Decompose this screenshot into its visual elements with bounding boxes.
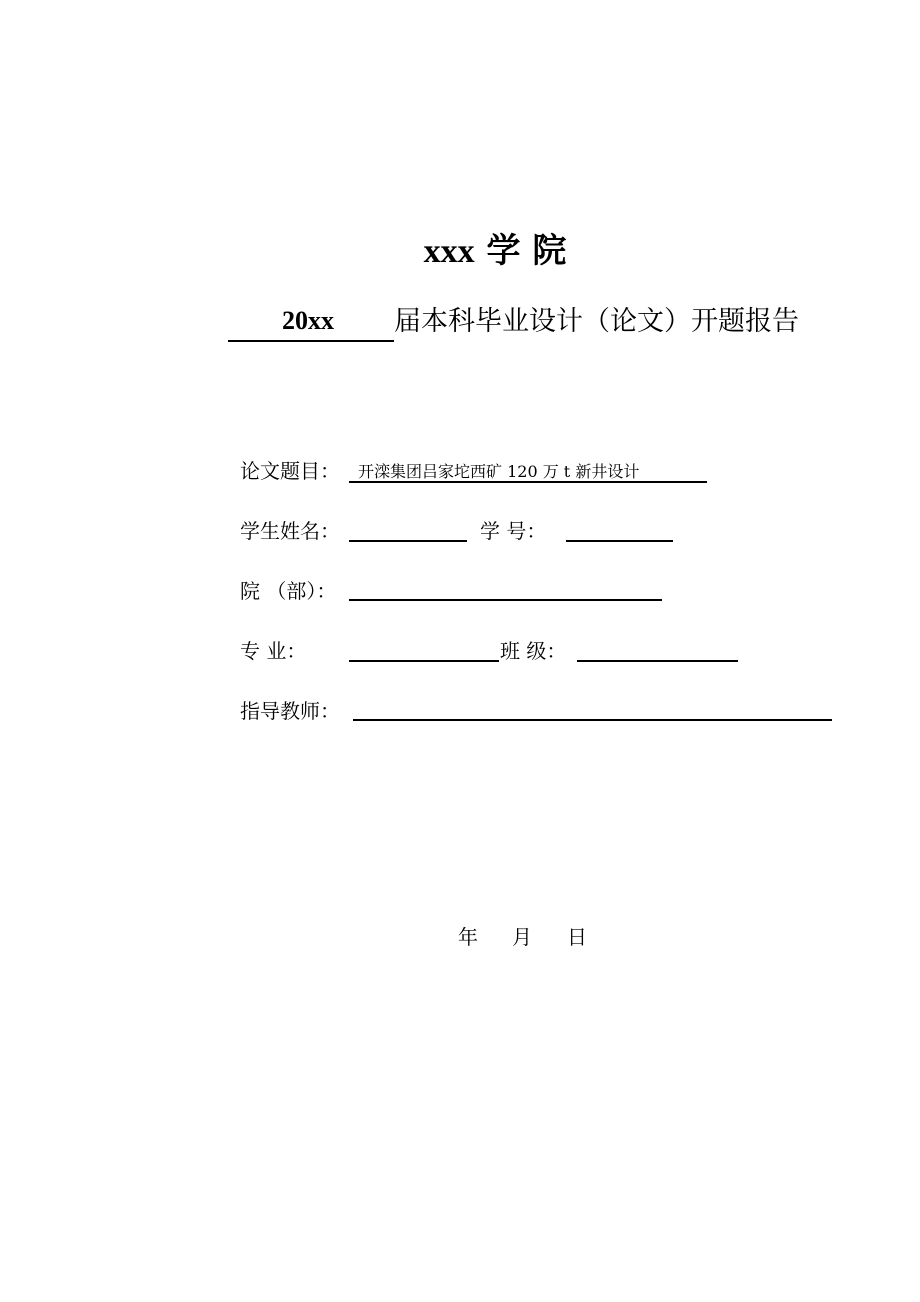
year-field[interactable]: 20xx (228, 302, 394, 342)
topic-value[interactable]: 开滦集团吕家坨西矿 120 万 t 新井设计 (358, 462, 640, 481)
major-field[interactable] (349, 660, 499, 662)
institution-name-cjk: 学 院 (486, 231, 567, 271)
advisor-label: 指导教师： (240, 699, 340, 723)
report-title (228, 302, 799, 342)
topic-label: 论文题目： (240, 459, 340, 483)
student-name-field[interactable] (349, 540, 467, 542)
department-field[interactable] (349, 599, 662, 601)
class-field[interactable] (577, 660, 738, 662)
department-label: 院 （部）： (240, 579, 337, 603)
class-label: 班 级： (500, 639, 567, 663)
advisor-field[interactable] (353, 719, 832, 721)
topic-underline (349, 481, 707, 483)
institution-name (0, 226, 920, 277)
student-id-field[interactable] (566, 540, 673, 542)
date-month: 月 (512, 925, 532, 949)
report-title-text: 届本科毕业设计（论文）开题报告 (394, 306, 799, 337)
date-day: 日 (567, 925, 587, 949)
institution-name-latin: xxx (423, 233, 475, 270)
student-name-label: 学生姓名： (240, 519, 340, 543)
student-id-label: 学 号： (480, 519, 547, 543)
date-year: 年 (458, 925, 478, 949)
major-label: 专 业： (240, 639, 307, 663)
